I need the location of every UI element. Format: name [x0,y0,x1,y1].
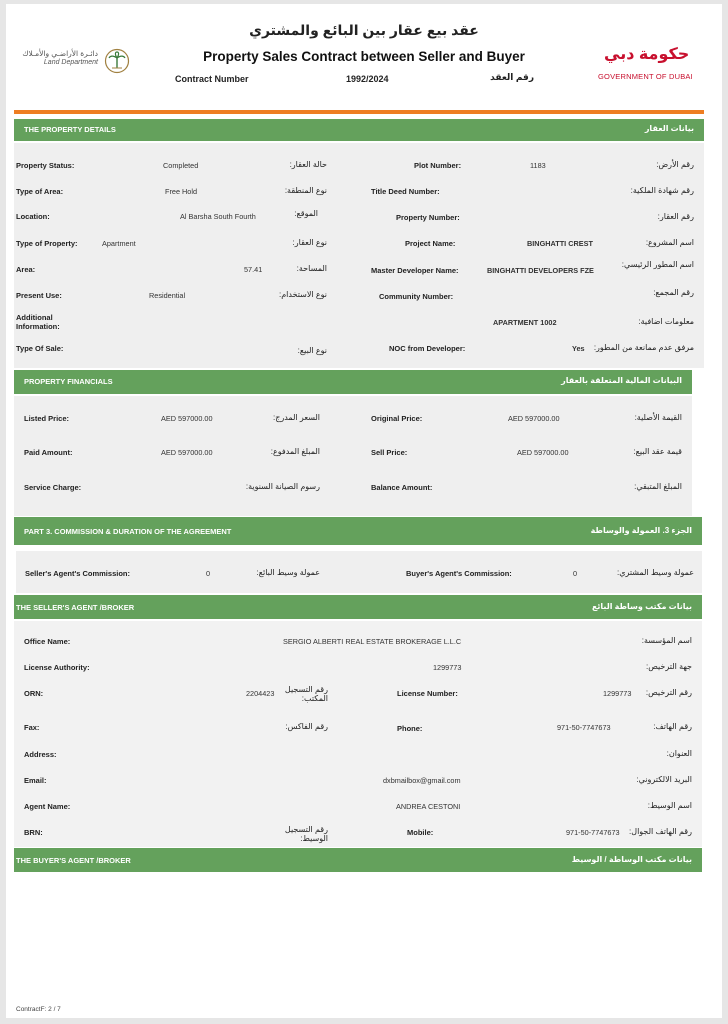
field-label-arabic: رقم التسجيل الوسيط: [284,825,328,843]
field-label: Type of Area: [16,187,64,196]
field-label: Office Name: [24,637,71,646]
field-label: Paid Amount: [24,448,73,457]
field-label: Address: [24,750,57,759]
field-label: Buyer's Agent's Commission: [406,569,512,578]
section-title: THE SELLER'S AGENT /BROKER [16,603,135,612]
field-label: License Number: [397,689,458,698]
field-label-arabic: قيمة عقد البيع: [633,447,682,456]
property-details-panel [14,143,704,368]
field-label-arabic: رقم الهاتف الجوال: [629,827,692,836]
gov-script-arabic: حكومة دبي [604,46,690,63]
field-label-arabic: رقم الهاتف: [653,722,692,731]
section-title: PROPERTY FINANCIALS [24,377,113,386]
field-label-arabic: رقم الأرض: [656,160,694,169]
field-value: Apartment [102,239,136,248]
commission-header [14,517,702,545]
field-label: Present Use: [16,291,62,300]
seller-agent-panel [14,621,702,847]
field-label: Title Deed Number: [371,187,440,196]
field-value: SERGIO ALBERTI REAL ESTATE BROKERAGE L.L.C [283,637,462,646]
field-label: Phone: [397,724,423,733]
section-title-arabic: الجزء 3. العمولة والوساطة [590,526,692,535]
field-label-arabic: العنوان: [666,749,692,758]
contract-page [6,4,722,1018]
field-label: Fax: [24,723,40,732]
field-label-arabic: السعر المدرج: [272,413,320,422]
field-label-arabic: اسم المؤسسة: [641,636,692,645]
field-label-arabic: اسم المشروع: [645,238,694,247]
field-label: ORN: [24,689,44,698]
field-label-arabic: نوع الاستخدام: [278,290,327,299]
field-label: NOC from Developer: [389,344,466,353]
field-label-arabic: رقم العقار: [657,212,694,221]
field-value: dxbmailbox@gmail.com [383,776,461,785]
field-label: Project Name: [405,239,456,248]
field-value: BINGHATTI DEVELOPERS FZE [487,266,594,275]
field-value: 971-50-7747673 [557,723,611,732]
field-value: AED 597000.00 [161,448,213,457]
field-value: Residential [149,291,186,300]
field-value: 1299773 [433,663,462,672]
field-label: Service Charge: [24,483,82,492]
field-label-arabic: نوع العقار: [292,238,327,247]
commission-panel [16,551,702,593]
page-footer: ContractF: 2 / 7 [16,1006,61,1013]
field-value: Yes [572,344,585,353]
field-label: Plot Number: [414,161,462,170]
field-label: Original Price: [371,414,423,423]
field-label-arabic: اسم الوسيط: [647,801,692,810]
field-value: 0 [573,569,578,578]
field-value: BINGHATTI CREST [527,239,593,248]
buyer-agent-header [14,848,702,872]
field-label: Sell Price: [371,448,408,457]
field-value: APARTMENT 1002 [493,318,557,327]
field-value: ANDREA CESTONI [396,802,461,811]
contract-number-label: Contract Number [175,74,249,84]
field-value: 0 [206,569,211,578]
field-label-arabic: حالة العقار: [289,160,327,169]
field-label-arabic: رقم الفاكس: [285,722,328,731]
page-title: Property Sales Contract between Seller and Buyer [203,49,525,64]
field-label-arabic: اسم المطور الرئيسي: [621,260,694,269]
field-label: Agent Name: [24,802,71,811]
header-divider [14,110,704,114]
field-value: AED 597000.00 [508,414,560,423]
land-department-english: Land Department [43,59,98,66]
section-title-arabic: بيانات العقار [644,124,694,133]
field-label-arabic: المساحة: [296,264,327,273]
field-label-arabic: البريد الالكتروني: [636,775,692,784]
field-label-arabic: معلومات اضافية: [638,317,694,326]
field-label-arabic: رسوم الصيانة السنوية: [245,482,320,491]
field-label: BRN: [24,828,43,837]
page-title-arabic: عقد بيع عقار بين البائع والمشتري [249,22,479,38]
field-label-arabic: نوع البيع: [297,346,327,355]
section-title-arabic: بيانات مكتب الوساطة / الوسيط [571,855,692,864]
gov-english-text: GOVERNMENT OF DUBAI [598,72,693,81]
field-label-arabic: رقم المجمع: [653,288,694,297]
financials-panel [14,396,692,516]
field-label-arabic: المبلغ المدفوع: [270,447,320,456]
field-label: Listed Price: [24,414,70,423]
field-value: 971-50-7747673 [566,828,620,837]
field-value: Al Barsha South Fourth [180,212,256,221]
field-label-arabic: رقم شهادة الملكية: [630,186,694,195]
contract-number-label-arabic: رقم العقد [490,72,534,82]
field-label: Type Of Sale: [16,344,64,353]
field-label: Additional Information: [16,313,60,331]
field-label: Master Developer Name: [371,266,459,275]
field-label-arabic: رقم التسجيل المكتب: [284,685,328,703]
field-label-arabic: رقم الترخيص: [645,688,692,697]
field-label: Community Number: [379,292,454,301]
field-value: Completed [163,161,199,170]
field-label-arabic: نوع المنطقة: [284,186,327,195]
field-label: Property Status: [16,161,75,170]
field-value: AED 597000.00 [161,414,213,423]
field-label-arabic: جهة الترخيص: [645,662,692,671]
field-label-arabic: عمولة وسيط المشتري: [616,568,694,577]
field-label-arabic: المبلغ المتبقي: [634,482,682,491]
field-label: Property Number: [396,213,460,222]
field-label: Mobile: [407,828,434,837]
field-value: 57.41 [244,265,263,274]
section-title: THE BUYER'S AGENT /BROKER [16,856,131,865]
field-label: Type of Property: [16,239,78,248]
field-label: License Authority: [24,663,90,672]
field-label-arabic: القيمة الأصلية: [634,413,682,422]
contract-number-value: 1992/2024 [346,74,389,84]
field-value: 1299773 [603,689,632,698]
field-value: 1183 [530,161,546,170]
section-title: PART 3. COMMISSION & DURATION OF THE AGREEMENT [24,527,232,536]
field-label: Balance Amount: [371,483,433,492]
field-label: Seller's Agent's Commission: [25,569,130,578]
section-title-arabic: البيانات المالية المتعلقة بالعقار [561,376,682,385]
field-label: Email: [24,776,47,785]
field-label: Area: [16,265,36,274]
field-label-arabic: عمولة وسيط البائع: [256,568,320,577]
section-title-arabic: بيانات مكتب وساطة البائع [591,602,692,611]
section-title: THE PROPERTY DETAILS [24,125,116,134]
field-label: Location: [16,212,50,221]
field-value: Free Hold [165,187,198,196]
government-of-dubai-logo [594,44,694,84]
seller-agent-header [14,595,702,619]
property-details-header [14,119,704,141]
field-label-arabic: مرفق عدم ممانعة من المطور: [593,343,694,352]
financials-header [14,370,692,394]
field-label-arabic: الموقع: [294,209,318,218]
land-department-arabic: دائـرة الأراضـي والأمـلاك [22,49,98,58]
field-value: 2204423 [246,689,275,698]
field-value: AED 597000.00 [517,448,569,457]
